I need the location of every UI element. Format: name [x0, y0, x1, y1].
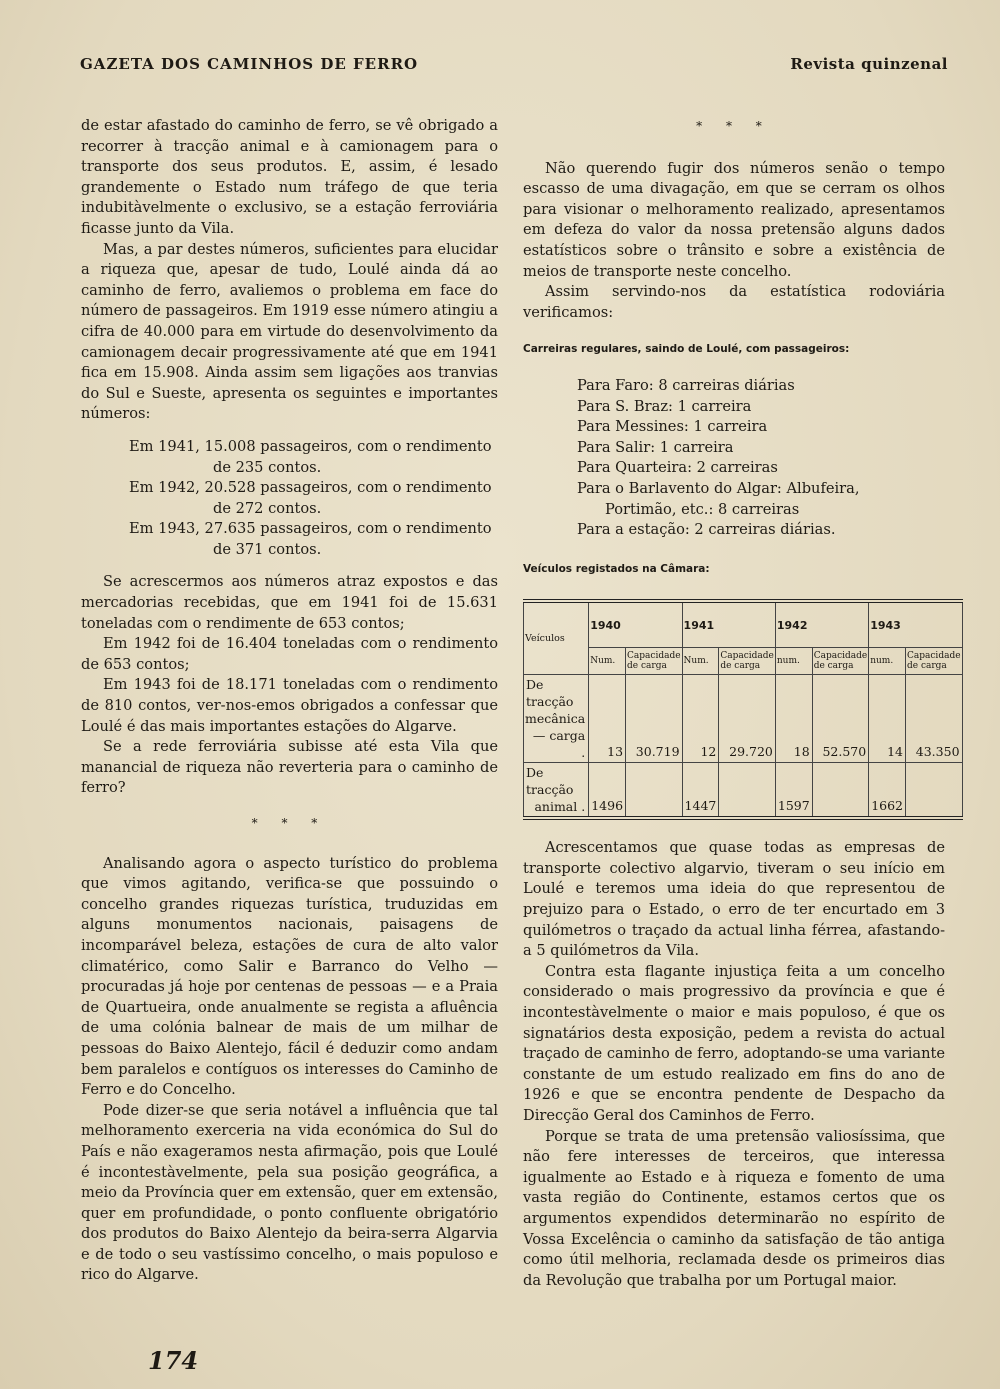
capacity-header: Capacidade de carga — [719, 648, 776, 675]
stat-line: Em 1941, 15.008 passageiros, com o rendimento — [129, 437, 492, 455]
journal-title: GAZETA DOS CAMINHOS DE FERRO — [80, 55, 419, 73]
row-label — [524, 763, 589, 819]
stat-line: Em 1942, 20.528 passageiros, com o rendimento — [129, 479, 492, 497]
route-item: Para o Barlavento do Algar: Albufeira, — [577, 479, 860, 497]
vehicles-caption: Veículos registados na Câmara: — [523, 562, 710, 575]
paragraph: Se a rede ferroviária subisse até esta Vila que manancial de riqueza não reverteria para o caminho de ferro? — [81, 738, 498, 797]
paragraph: Assim servindo-nos da estatística rodoviária verificamos: — [523, 283, 945, 321]
year-header: 1943 — [869, 601, 962, 648]
num-header: num. — [775, 648, 812, 675]
paragraph: Em 1943 foi de 18.171 toneladas com o rendimento de 810 contos, ver-nos-emos obrigados a confessar que Loulé é das mais importantes estações do Algarve. — [81, 676, 498, 735]
num-header: Num. — [682, 648, 719, 675]
table-cell: 1662 — [869, 763, 906, 819]
stat-line: de 371 contos. — [213, 540, 322, 558]
table-cell: 43.350 — [906, 675, 963, 763]
paragraph: Não querendo fugir dos números senão o tempo escasso de uma divagação, em que se cerram os olhos para visionar o melhoramento realizado, apresentamos em defeza do valor da nossa pretensão alguns dados estatísticos sobre o trânsito e sobre a existência de meios de transporte neste concelho. — [523, 159, 945, 280]
stat-line: de 272 contos. — [213, 499, 322, 517]
paragraph: Analisando agora o aspecto turístico do problema que vimos agitando, verifica-se que possuindo o concelho grandes riquezas turística, truduzidas em alguns monumentos nacionais, paisagens de incomparável beleza, estações de cura de alto valor climatérico, como Salir e Barranco do Velho — procuradas já hoje por centenas de pessoas — e a Praia de Quartueira, onde anualmente se regista a afluência de uma colónia balnear de mais de um milhar de pessoas do Baixo Alentejo, fácil é deduzir como andam bem paralelos e contíguos os interesses do Caminho de Ferro e do Concelho. — [81, 854, 498, 1099]
section-divider: * * * — [251, 816, 328, 830]
row-label-line: — carga . — [532, 728, 586, 761]
table-cell — [906, 763, 963, 819]
capacity-header: Capacidade de carga — [626, 648, 683, 675]
stat-item — [81, 437, 498, 478]
route-item: Para Quarteira: 2 carreiras — [577, 459, 778, 477]
page-number: 174 — [148, 1346, 199, 1375]
routes-caption: Carreiras regulares, saindo de Loulé, com passageiros: — [523, 343, 850, 356]
paragraph: Acrescentamos que quase todas as empresas de transporte colectivo algarvio, tiveram o seu início em Loulé e teremos uma ideia do que representou de prejuizo para o Estado, o erro de ter encurtado em 3 quilómetros o traçado da actual linha férrea, afastando-a 5 quilómetros da Vila. — [523, 839, 945, 960]
route-item: Para Faro: 8 carreiras diárias — [577, 376, 795, 394]
table-cell: 13 — [589, 675, 626, 763]
capacity-header: Capacidade de carga — [812, 648, 869, 675]
route-item: Para Salir: 1 carreira — [577, 438, 734, 456]
stat-line: de 235 contos. — [213, 458, 322, 476]
table-cell — [626, 763, 683, 819]
route-item: Para S. Braz: 1 carreira — [577, 397, 752, 415]
stat-line: Em 1943, 27.635 passageiros, com o rendimento — [129, 520, 492, 538]
table-cell: 1597 — [775, 763, 812, 819]
left-column — [81, 116, 498, 1286]
vehicles-table — [523, 599, 963, 820]
stat-item — [81, 519, 498, 560]
row-label-line: mecânica — [525, 711, 586, 727]
table-cell: 14 — [869, 675, 906, 763]
paragraph: Mas, a par destes números, suficientes para elucidar a riqueza que, apesar de tudo, Loulé ainda dá ao caminho de ferro, avaliemos o problema em face do número de passageiros. Em 1919 esse número atingiu a cifra de 40.000 para em virtude do desenvolvimento da camionagem decair progressivamente até que em 1941 fica em 15.908. Ainda assim sem ligações aos tranvias do Sul e Sueste, apresenta os seguintes e importantes números: — [81, 240, 498, 423]
table-cell: 1496 — [589, 763, 626, 819]
vehicles-header: Veículos — [524, 601, 589, 675]
journal-subtitle: Revista quinzenal — [790, 55, 948, 73]
table-cell: 29.720 — [719, 675, 776, 763]
routes-list — [523, 376, 945, 541]
table-cell: 30.719 — [626, 675, 683, 763]
paragraph: Porque se trata de uma pretensão valiosíssima, que não fere interesses de terceiros, que interessa igualmente ao Estado e à riqueza e fomento de uma vasta região do Continente, estamos certos que os argumentos expendidos determinarão no espírito de Vossa Excelência o caminho da satisfação de tão antiga como útil melhoria, reclamada desde os primeiros dias da Revolução que trabalha por um Portugal maior. — [523, 1127, 945, 1289]
route-item: Para a estação: 2 carreiras diárias. — [577, 521, 836, 539]
right-column — [523, 116, 961, 1291]
year-header: 1940 — [589, 601, 682, 648]
year-header: 1942 — [775, 601, 868, 648]
running-head — [80, 55, 948, 79]
row-label-line: De tracção — [526, 677, 574, 710]
passenger-stats — [81, 437, 498, 561]
paragraph: Se acrescermos aos números atraz expostos e das mercadorias recebidas, que em 1941 foi de 15.631 toneladas com o rendimente de 653 contos; — [81, 573, 498, 632]
table-cell: 12 — [682, 675, 719, 763]
paragraph: de estar afastado do caminho de ferro, se vê obrigado a recorrer à tracção animal e à camionagem para o transporte dos seus produtos. E, assim, é lesado grandemente o Estado num tráfego de que teria indubitàvelmente o exclusivo, se a estação ferroviária ficasse junto da Vila. — [81, 117, 498, 237]
route-item: Portimão, etc.: 8 carreiras — [605, 500, 800, 518]
paragraph: Em 1942 foi de 16.404 toneladas com o rendimento de 653 contos; — [81, 635, 498, 673]
capacity-header: Capacidade de carga — [906, 648, 963, 675]
stat-item — [81, 478, 498, 519]
table-cell: 52.570 — [812, 675, 869, 763]
row-label-line: De tracção — [526, 765, 574, 798]
table-cell: 1447 — [682, 763, 719, 819]
section-divider: * * * — [696, 119, 772, 133]
num-header: num. — [869, 648, 906, 675]
table-cell — [812, 763, 869, 819]
year-header: 1941 — [682, 601, 775, 648]
row-label — [524, 675, 589, 763]
route-item: Para Messines: 1 carreira — [577, 418, 768, 436]
paragraph: Pode dizer-se que seria notável a influência que tal melhoramento exerceria na vida económica do Sul do País e não exageramos nesta afirmação, pois que Loulé é incontestàvelmente, pela sua posição geográfica, a meio da Província quer em extensão, quer em extensão, quer em profundidade, o ponto confluente obrigatório dos produtos do Baixo Alentejo da beira-serra Algarvia e de todo o seu vastíssimo concelho, o mais populoso e rico do Algarve. — [81, 1101, 498, 1284]
row-label-line: animal . — [534, 799, 586, 815]
paragraph: Contra esta flagante injustiça feita a um concelho considerado o mais progressivo da província e que é incontestàvelmente o maior e mais populoso, é que os signatários desta exposição, pedem a revista do actual traçado de caminho de ferro, adoptando-se uma variante constante de um estudo realizado em fins do ano de 1926 e que se encontra pendente de Despacho da Direcção Geral dos Caminhos de Ferro. — [523, 962, 945, 1124]
table-cell: 18 — [775, 675, 812, 763]
num-header: Num. — [589, 648, 626, 675]
table-cell — [719, 763, 776, 819]
